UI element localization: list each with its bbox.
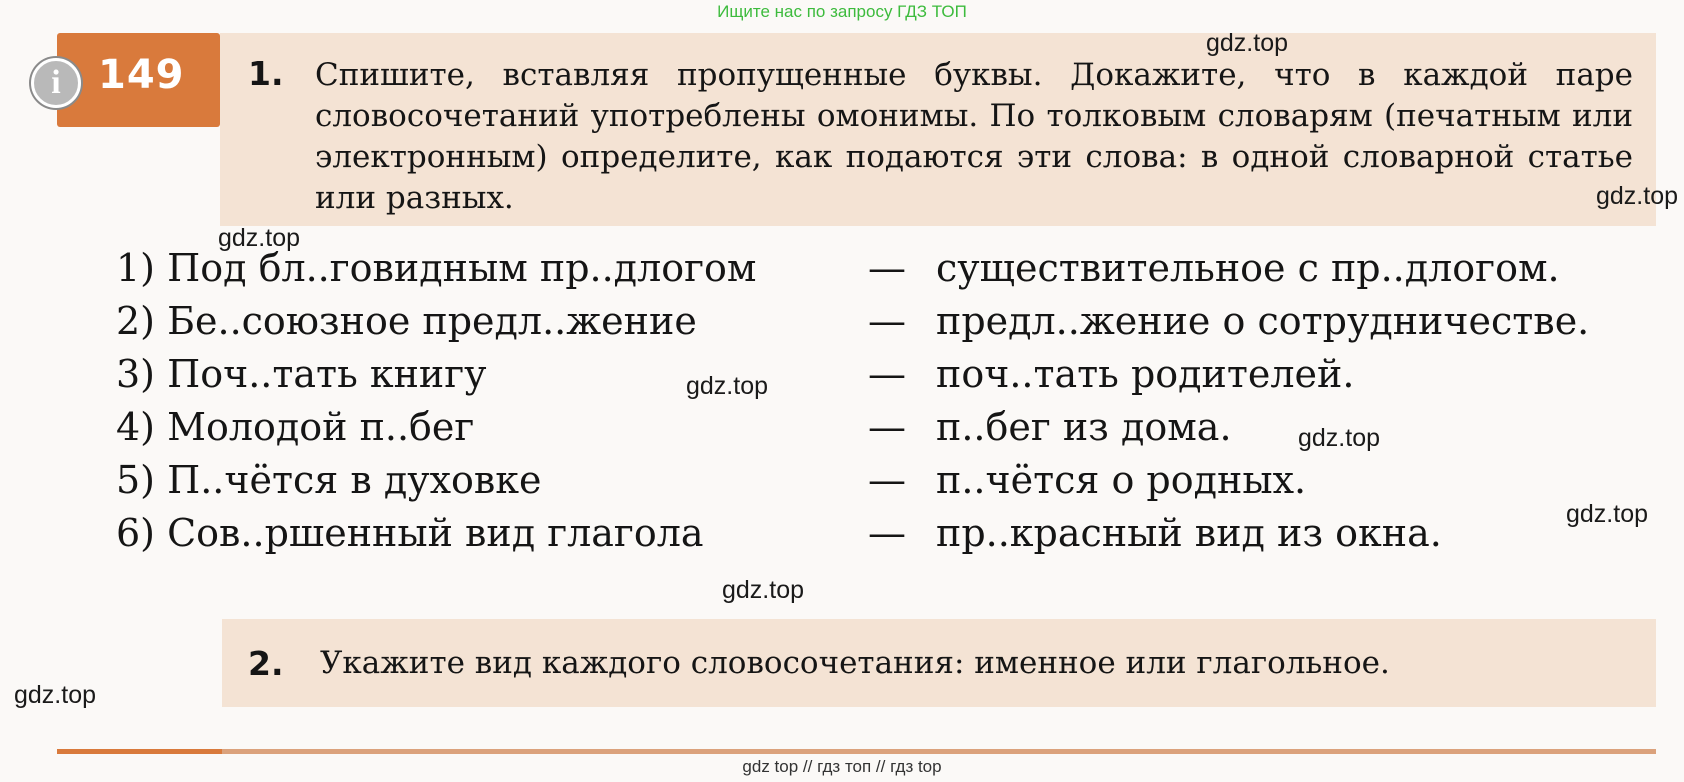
watermark: gdz.top	[1206, 29, 1289, 57]
example-row	[116, 348, 1656, 400]
watermark: gdz.top	[1596, 182, 1679, 210]
task1-text: Спишите, вставляя пропущенные буквы. Докажите, что в каждой паре словосочетаний употреблены омонимы. По толковым словарям (печатным или электронным) определите, как подаются эти слова: в одной словарной статье или разных.	[315, 57, 1633, 216]
watermark: gdz.top	[722, 576, 805, 604]
example-right: предл..жение о сотрудничестве.	[936, 299, 1590, 343]
bottom-divider	[57, 749, 1656, 754]
example-row	[116, 242, 1656, 294]
watermark: gdz.top	[1566, 500, 1649, 528]
example-left: 5) П..чётся в духовке	[116, 458, 542, 502]
footer-links[interactable]: gdz top // гдз топ // гдз top	[742, 757, 942, 776]
top-banner[interactable]: Ищите нас по запросу ГДЗ ТОП	[717, 2, 967, 21]
example-row	[116, 454, 1656, 506]
example-left: 2) Бе..союзное предл..жение	[116, 299, 697, 343]
example-left: 4) Молодой п..бег	[116, 405, 475, 449]
task1-number: 1.	[248, 54, 284, 93]
example-right: поч..тать родителей.	[936, 352, 1355, 396]
example-dash: —	[868, 299, 906, 343]
watermark: gdz.top	[218, 224, 301, 252]
example-right: пр..красный вид из окна.	[936, 511, 1442, 555]
example-right: п..бег из дома.	[936, 405, 1232, 449]
task2-text: Укажите вид каждого словосочетания: именное или глагольное.	[320, 645, 1390, 681]
example-dash: —	[868, 511, 906, 555]
example-row	[116, 295, 1656, 347]
example-dash: —	[868, 405, 906, 449]
example-row	[116, 401, 1656, 453]
example-right: п..чётся о родных.	[936, 458, 1307, 502]
info-icon: i	[31, 58, 81, 108]
example-dash: —	[868, 352, 906, 396]
example-right: существительное с пр..длогом.	[936, 246, 1560, 290]
example-dash: —	[868, 246, 906, 290]
example-left: 1) Под бл..говидным пр..длогом	[116, 246, 757, 290]
task2-number: 2.	[248, 644, 284, 683]
example-left: 6) Сов..ршенный вид глагола	[116, 511, 704, 555]
example-row	[116, 507, 1656, 559]
example-left: 3) Поч..тать книгу	[116, 352, 487, 396]
watermark: gdz.top	[686, 372, 769, 400]
watermark: gdz.top	[14, 681, 97, 709]
exercise-number: 149	[98, 52, 185, 98]
bottom-divider-accent	[57, 749, 222, 754]
example-dash: —	[868, 458, 906, 502]
watermark: gdz.top	[1298, 424, 1381, 452]
